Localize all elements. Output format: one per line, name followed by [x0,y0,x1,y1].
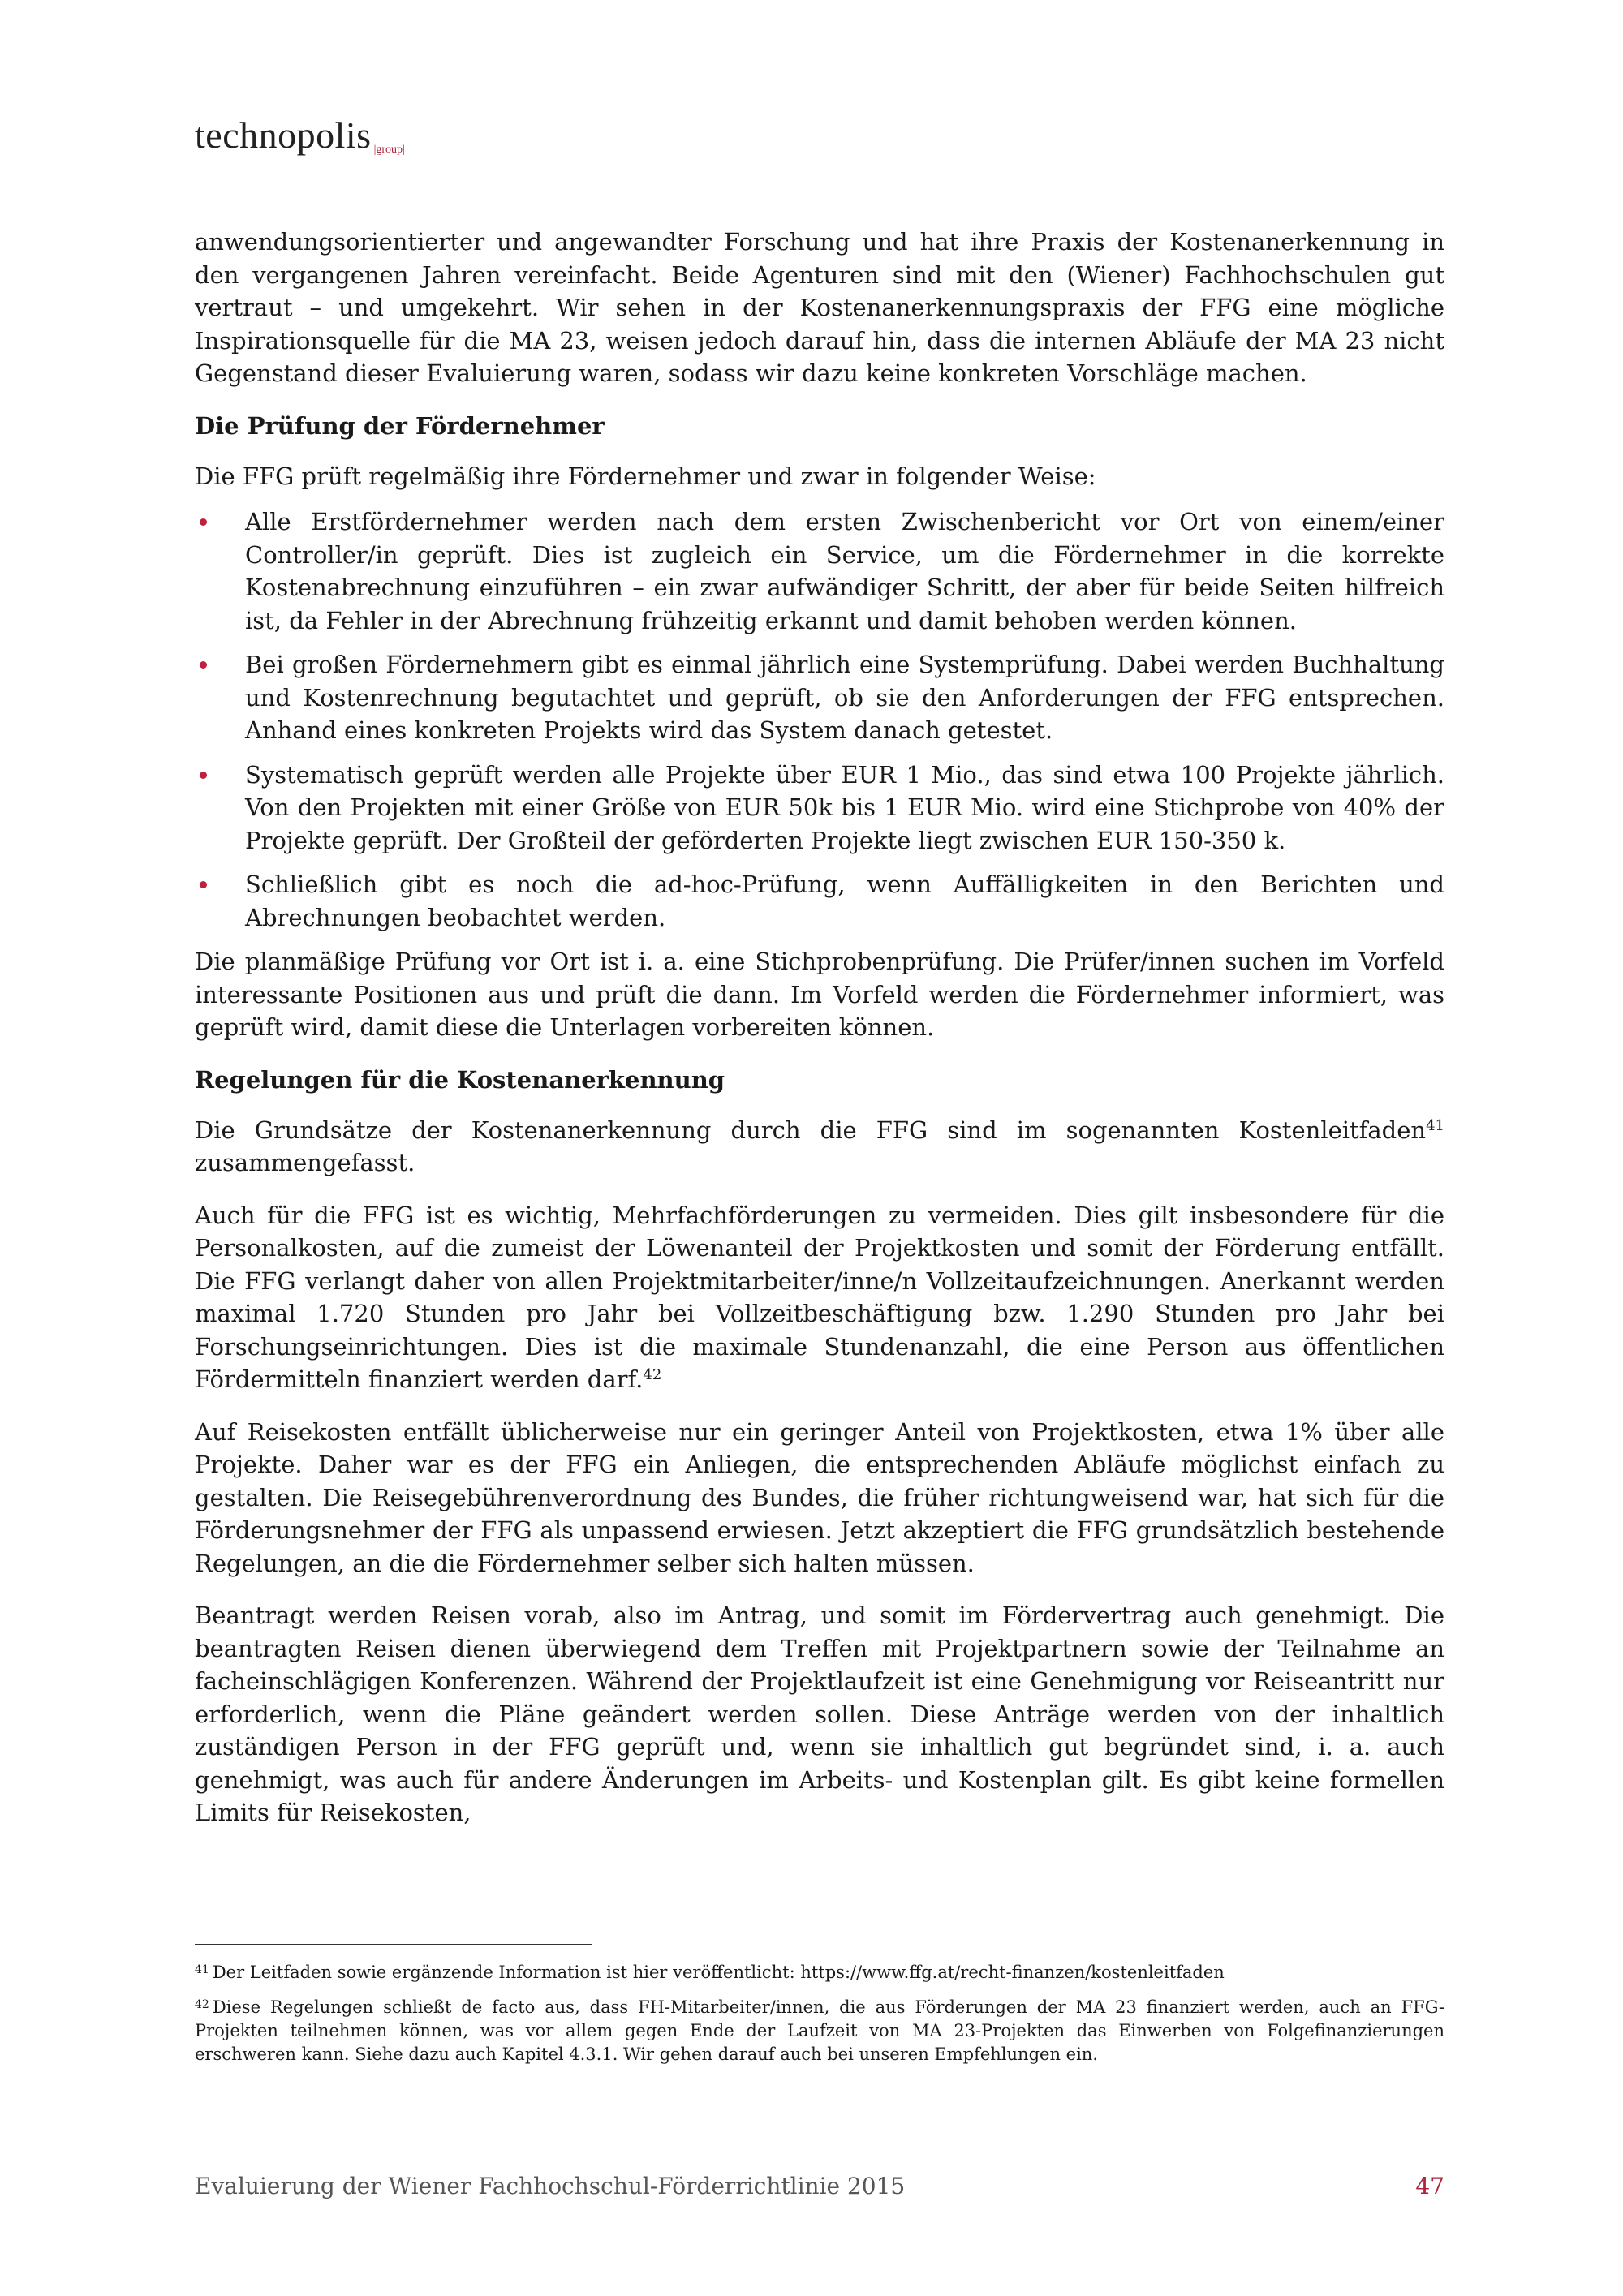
bullet-list [195,505,1444,934]
footnote-42 [195,1993,1444,2066]
list-item-text: Systematisch geprüft werden alle Projekte über EUR 1 Mio., das sind etwa 100 Projekte jährlich. Von den Projekten mit einer Größe von EUR 50k bis 1 EUR Mio. wird eine Stichprobe von 40% der Projekte geprüft. Der Großteil der geförderten Projekte liegt zwischen EUR 150-350 k. [245,760,1444,854]
paragraph-text: Auch für die FFG ist es wichtig, Mehrfachförderungen zu vermeiden. Dies gilt insbesondere für die Personalkosten, auf die zumeist der Löwenanteil der Projektkosten und somit der Förderung entfällt. Die FFG verlangt daher von allen Projektmitarbeiter/inne/n Vollzeitaufzeichnungen. Anerkannt werden maximal 1.720 Stunden pro Jahr bei Vollzeitbeschäftigung bzw. 1.290 Stunden pro Jahr bei Forschungseinrichtungen. Dies ist die maximale Stundenanzahl, die eine Person aus öffentlichen Fördermitteln finanziert werden darf. [195,1201,1444,1393]
paragraph-stichprobe: Die planmäßige Prüfung vor Ort ist i. a. eine Stichprobenprüfung. Die Prüfer/innen suchen im Vorfeld interessante Positionen aus und prüft die dann. Im Vorfeld werden die Fördernehmer informiert, was geprüft wird, damit diese die Unterlagen vorbereiten können. [195,948,1444,1041]
footnote-number: 41 [195,1963,209,1976]
footnote-divider [195,1944,592,1945]
footer-document-title: Evaluierung der Wiener Fachhochschul-Förderrichtlinie 2015 [195,2173,906,2199]
list-item [195,648,1444,747]
logo-text: technopolis [195,114,372,156]
body-text [195,226,1444,1849]
paragraph-text: Die Grundsätze der Kostenanerkennung durch die FFG sind im sogenannten Kostenleitfaden [195,1116,1427,1144]
paragraph-reisen-antrag: Beantragt werden Reisen vorab, also im Antrag, und somit im Fördervertrag auch genehmigt. Die beantragten Reisen dienen überwiegend dem Treffen mit Projektpartnern sowie der Teilnahme an facheinschlägigen Konferenzen. Während der Projektlaufzeit ist eine Genehmigung vor Reiseantritt nur erforderlich, wenn die Pläne geändert werden sollen. Diese Anträge werden von der inhaltlich zuständigen Person in der FFG geprüft und, wenn sie inhaltlich gut begründet sind, i. a. auch genehmigt, was auch für andere Änderungen im Arbeits- und Kostenplan gilt. Es gibt keine formellen Limits für Reisekosten, [195,1602,1444,1826]
logo-group-label: |group| [373,144,405,156]
paragraph-text-end: zusammengefasst. [195,1149,415,1176]
list-item [195,868,1444,934]
bullet-icon [200,518,207,526]
footnotes [195,1958,1444,2075]
footnote-text: Diese Regelungen schließt de facto aus, dass FH-Mitarbeiter/innen, die aus Förderungen der MA 23 finanziert werden, auch an FFG-Projekten teilnehmen können, was vor allem gegen Ende der Laufzeit von MA 23-Projekten das Einwerben von Folgefinanzierungen erschweren kann. Siehe dazu auch Kapitel 4.3.1. Wir gehen darauf auch bei unseren Empfehlungen ein. [195,1997,1444,2064]
list-item-text: Bei großen Fördernehmern gibt es einmal jährlich eine Systemprüfung. Dabei werden Buchhaltung und Kostenrechnung begutachtet und geprüft, ob sie den Anforderungen der FFG entsprechen. Anhand eines konkreten Projekts wird das System danach getestet. [245,651,1444,744]
paragraph-kostenleitfaden [195,1114,1444,1180]
list-item-text: Schließlich gibt es noch die ad-hoc-Prüfung, wenn Auffälligkeiten in den Berichten und Abrechnungen beobachtet werden. [245,871,1444,931]
paragraph-pruefung-intro: Die FFG prüft regelmäßig ihre Fördernehmer und zwar in folgender Weise: [195,462,1096,490]
footnote-41 [195,1958,1444,1984]
footnote-text: Der Leitfaden sowie ergänzende Information ist hier veröffentlicht: https://www.ffg.at/recht-finanzen/kostenleitfaden [212,1963,1225,1982]
bullet-icon [200,661,207,669]
list-item [195,505,1444,637]
paragraph-intro: anwendungsorientierter und angewandter Forschung und hat ihre Praxis der Kostenanerkennung in den vergangenen Jahren vereinfacht. Beide Agenturen sind mit den (Wiener) Fachhochschulen gut vertraut – und umgekehrt. Wir sehen in der Kostenanerkennungspraxis der FFG eine mögliche Inspirationsquelle für die MA 23, weisen jedoch darauf hin, dass die internen Abläufe der MA 23 nicht Gegenstand dieser Evaluierung waren, sodass wir dazu keine konkreten Vorschläge machen. [195,228,1444,387]
section-heading-pruefung: Die Prüfung der Fördernehmer [195,411,605,440]
list-item-text: Alle Erstfördernehmer werden nach dem ersten Zwischenbericht vor Ort von einem/einer Controller/in geprüft. Dies ist zugleich ein Service, um die Fördernehmer in die korrekte Kostenabrechnung einzuführen – ein zwar aufwändiger Schritt, der aber für beide Seiten hilfreich ist, da Fehler in der Abrechnung frühzeitig erkannt und damit behoben werden können. [245,508,1444,634]
list-item [195,759,1444,858]
page-number: 47 [1415,2173,1444,2199]
footnote-ref-42[interactable]: 42 [643,1366,662,1383]
bullet-icon [200,881,207,888]
footnote-number: 42 [195,1998,209,2011]
bullet-icon [200,772,207,779]
paragraph-mehrfachfoerderung [195,1199,1444,1396]
header-logo [195,114,405,157]
footnote-ref-41[interactable]: 41 [1426,1116,1444,1134]
section-heading-regelungen: Regelungen für die Kostenanerkennung [195,1065,725,1094]
paragraph-reisekosten: Auf Reisekosten entfällt üblicherweise nur ein geringer Anteil von Projektkosten, etwa 1% über alle Projekte. Daher war es der FFG ein Anliegen, die entsprechenden Abläufe möglichst einfach zu gestalten. Die Reisegebührenverordnung des Bundes, die früher richtungweisend war, hat sich für die Förderungsnehmer der FFG als unpassend erwiesen. Jetzt akzeptiert die FFG grundsätzlich bestehende Regelungen, an die die Fördernehmer selber sich halten müssen. [195,1417,1444,1577]
